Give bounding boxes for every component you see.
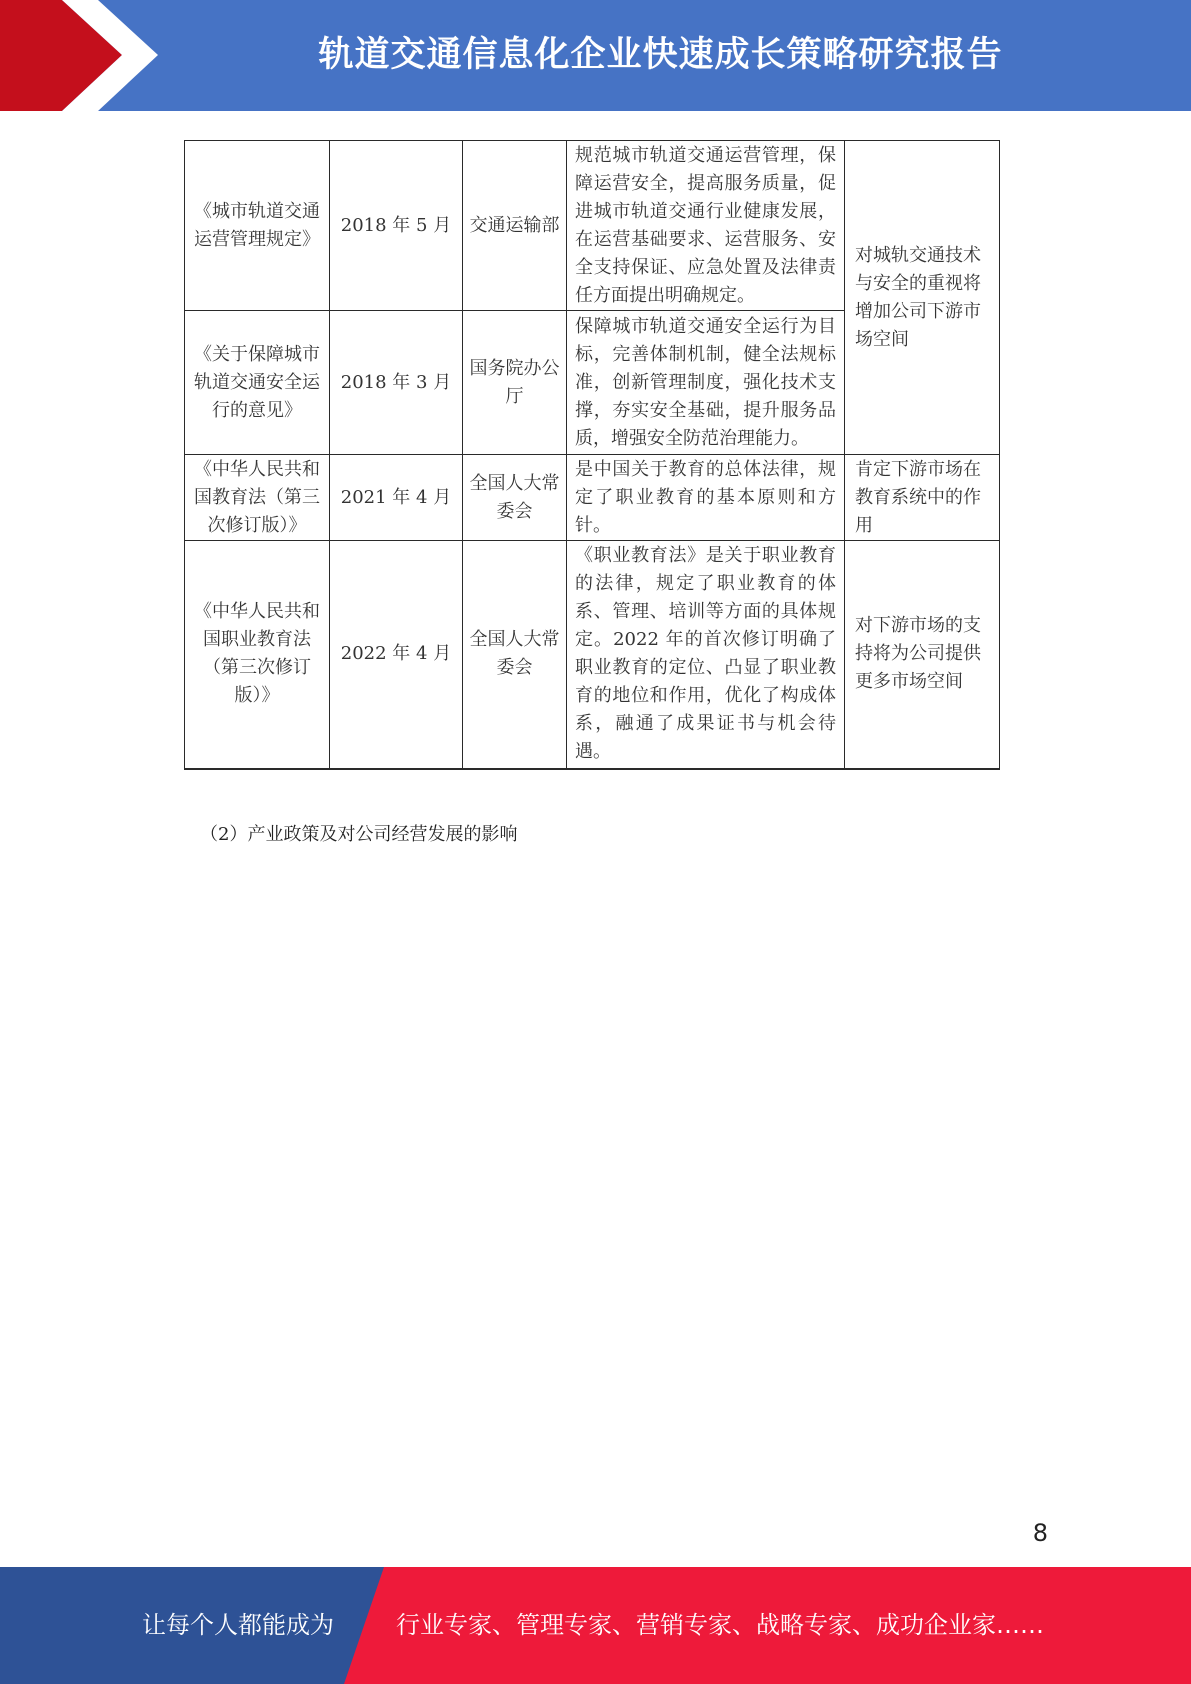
table-row [185,541,1000,769]
report-title: 轨道交通信息化企业快速成长策略研究报告 [318,35,1003,75]
policy-issuer-cell: 国务院办公厅 [463,311,567,455]
policy-date-cell: 2018 年 3 月 [330,311,463,455]
policy-content-cell: 《职业教育法》是关于职业教育的法律，规定了职业教育的体系、管理、培训等方面的具体规定。2022 年的首次修订明确了职业教育的定位、凸显了职业教育的地位和作用，优化了构成体系，融通了成果证书与机会待遇。 [567,541,845,769]
policy-issuer-cell: 全国人大常委会 [463,541,567,769]
policy-table [184,140,1000,770]
page-number: 8 [1032,1519,1048,1547]
policy-issuer-cell: 交通运输部 [463,141,567,311]
policy-date-cell: 2022 年 4 月 [330,541,463,769]
policy-content-cell: 保障城市轨道交通安全运行为目标，完善体制机制，健全法规标准，创新管理制度，强化技术支撑，夯实安全基础，提升服务品质，增强安全防范治理能力。 [567,311,845,455]
policy-name-cell: 《关于保障城市轨道交通安全运行的意见》 [185,311,330,455]
policy-content-cell: 规范城市轨道交通运营管理，保障运营安全，提高服务质量，促进城市轨道交通行业健康发展，在运营基础要求、运营服务、安全支持保证、应急处置及法律责任方面提出明确规定。 [567,141,845,311]
policy-name-cell: 《中华人民共和国教育法（第三次修订版）》 [185,455,330,541]
policy-name-cell: 《中华人民共和国职业教育法（第三次修订版）》 [185,541,330,769]
policy-impact-cell: 对下游市场的支持将为公司提供更多市场空间 [845,541,1000,769]
policy-impact-cell: 对城轨交通技术与安全的重视将增加公司下游市场空间 [845,141,1000,455]
policy-issuer-cell: 全国人大常委会 [463,455,567,541]
page-header [0,0,1191,111]
table-row [185,455,1000,541]
policy-date-cell: 2018 年 5 月 [330,141,463,311]
policy-content-cell: 是中国关于教育的总体法律，规定了职业教育的基本原则和方针。 [567,455,845,541]
policy-name-cell: 《城市轨道交通运营管理规定》 [185,141,330,311]
policy-impact-cell: 肯定下游市场在教育系统中的作用 [845,455,1000,541]
footer-slogan-left: 让每个人都能成为 [142,1611,334,1639]
table-row [185,141,1000,311]
header-arrow-decoration [0,0,160,111]
footer-slogan-right: 行业专家、管理专家、营销专家、战略专家、成功企业家…… [396,1611,1044,1639]
policy-date-cell: 2021 年 4 月 [330,455,463,541]
page-footer [0,1567,1191,1684]
section-heading: （2）产业政策及对公司经营发展的影响 [200,824,518,845]
